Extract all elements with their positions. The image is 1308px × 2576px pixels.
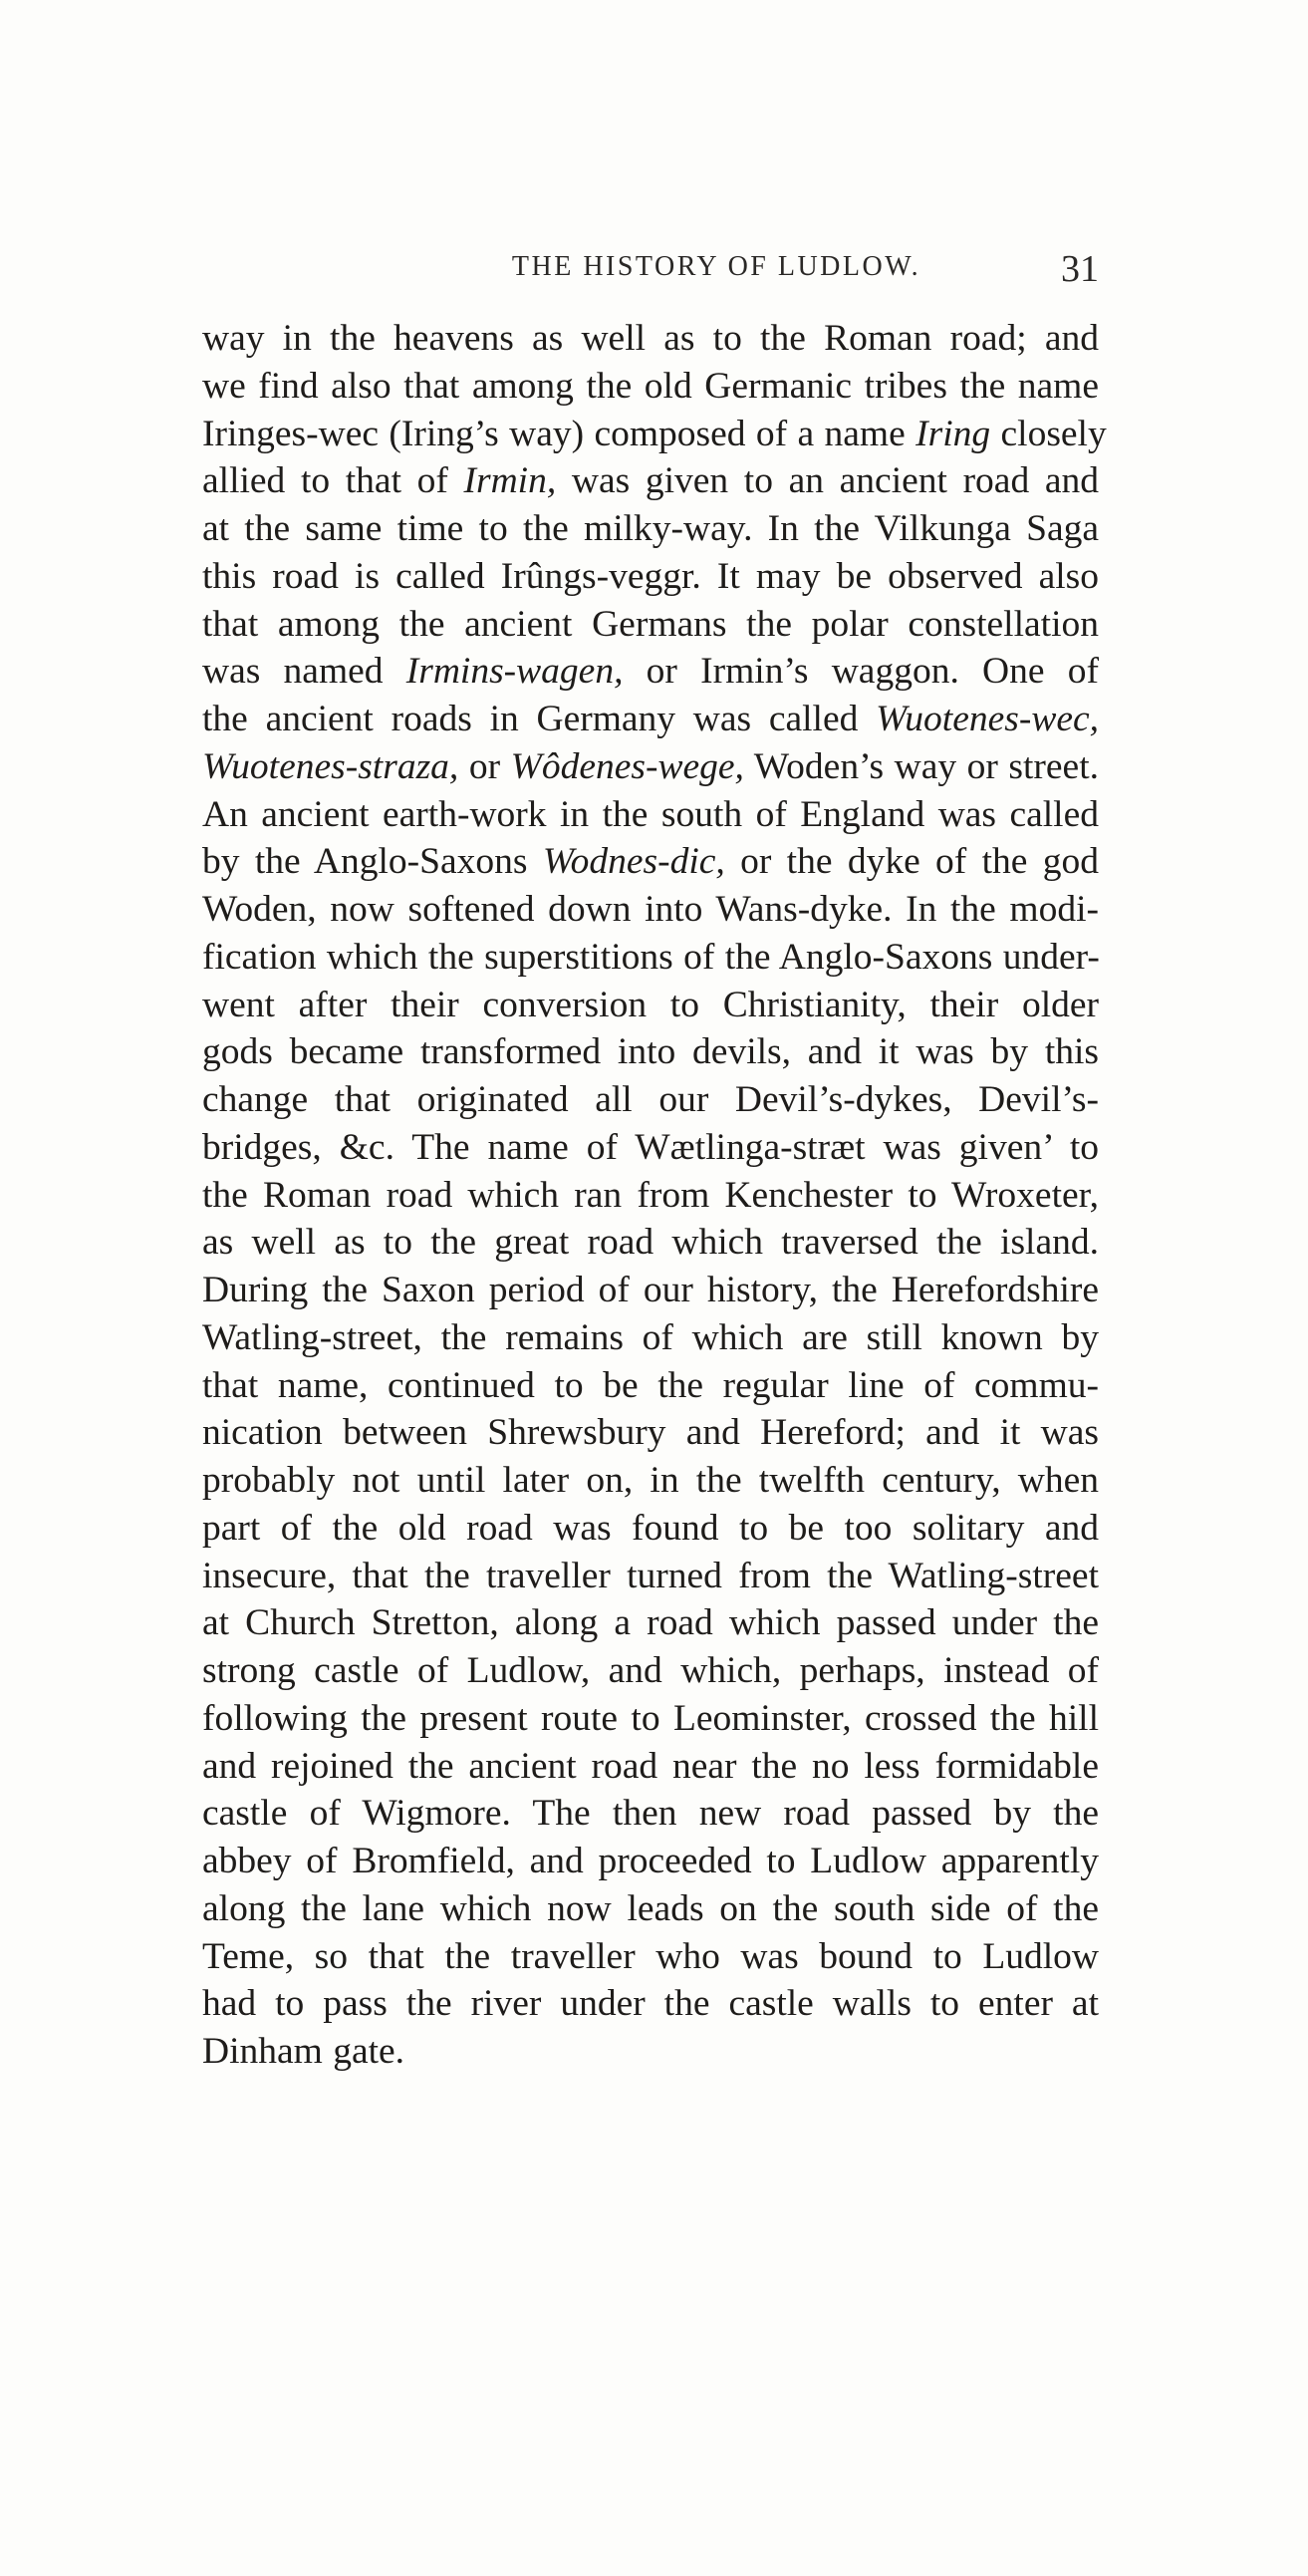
- italic-text: Wodnes-dic,: [542, 841, 725, 883]
- text-span: Watling-street, the remains of which are still known by: [202, 1316, 1099, 1358]
- text-span: Woden’s way or street.: [743, 745, 1099, 787]
- text-span: along the lane which now leads on the south side of the: [202, 1887, 1099, 1929]
- text-span: probably not until later on, in the twelfth century, when: [202, 1460, 1099, 1501]
- text-line: [202, 363, 1099, 411]
- text-line: [202, 791, 1099, 839]
- page-number: 31: [1061, 248, 1099, 290]
- text-span: was named: [202, 651, 406, 693]
- text-line: [202, 1790, 1099, 1838]
- text-span: or: [458, 745, 511, 787]
- text-span: nication between Shrewsbury and Hereford; and it was: [202, 1412, 1099, 1454]
- text-line: [202, 1933, 1099, 1981]
- text-line: [202, 411, 1107, 458]
- text-line: [202, 1409, 1099, 1457]
- text-line: [202, 505, 1099, 553]
- text-span: During the Saxon period of our history, the Herefordshire: [202, 1270, 1099, 1310]
- text-line: [202, 1695, 1099, 1743]
- text-line: [202, 1314, 1099, 1362]
- text-line: [202, 1885, 1099, 1933]
- italic-text: Wuotenes-wec,: [876, 699, 1099, 739]
- text-span: that name, continued to be the regular line of commu-: [202, 1364, 1099, 1406]
- text-line: [202, 1647, 1099, 1695]
- text-line: [202, 601, 1099, 649]
- text-line: [202, 553, 1099, 601]
- text-line: [202, 696, 1099, 743]
- text-line: [202, 1172, 1099, 1220]
- text-span: we find also that among the old Germanic tribes the name: [202, 365, 1099, 407]
- text-span: the ancient roads in Germany was called: [202, 699, 877, 739]
- text-span: Dinham gate.: [202, 2031, 405, 2072]
- text-span: as well as to the great road which traversed the island.: [202, 1222, 1099, 1264]
- text-span: at Church Stretton, along a road which passed under the: [202, 1602, 1099, 1644]
- text-span: strong castle of Ludlow, and which, perhaps, instead of: [202, 1650, 1099, 1691]
- text-span: castle of Wigmore. The then new road passed by the: [202, 1793, 1099, 1835]
- text-span: An ancient earth-work in the south of England was called: [202, 793, 1099, 835]
- text-line: [202, 2028, 1099, 2076]
- text-line: [202, 1076, 1099, 1124]
- text-line: [202, 982, 1099, 1029]
- text-span: was given to an ancient road and: [556, 460, 1099, 502]
- text-span: insecure, that the traveller turned from the Watling-street: [202, 1555, 1099, 1596]
- text-line: [202, 1028, 1099, 1076]
- running-title: THE HISTORY OF LUDLOW.: [511, 251, 921, 282]
- text-span: gods became transformed into devils, and it was by this: [202, 1031, 1099, 1073]
- text-line: [202, 1219, 1099, 1267]
- text-span: by the Anglo-Saxons: [202, 841, 543, 883]
- text-line: [202, 1362, 1099, 1410]
- text-span: abbey of Bromfield, and proceeded to Ludlow apparently: [202, 1841, 1099, 1881]
- text-line: [202, 838, 1099, 886]
- text-span: the Roman road which ran from Kenchester to Wroxeter,: [202, 1174, 1099, 1216]
- text-span: that among the ancient Germans the polar constellation: [202, 603, 1099, 645]
- body-text: [202, 315, 1107, 2076]
- text-span: Iringes-wec (Iring’s way) composed of a name: [202, 413, 916, 454]
- text-line: [202, 934, 1099, 982]
- text-span: at the same time to the milky-way. In the Vilkunga Saga: [202, 508, 1099, 549]
- text-line: [202, 1553, 1099, 1600]
- text-line: [202, 1124, 1099, 1172]
- text-span: part of the old road was found to be too solitary and: [202, 1507, 1099, 1549]
- text-line: [202, 743, 1099, 791]
- text-line: [202, 648, 1099, 696]
- text-line: [202, 1838, 1099, 1885]
- text-span: Woden, now softened down into Wans-dyke. In the modi-: [202, 889, 1099, 930]
- text-line: [202, 1457, 1099, 1505]
- text-span: or the dyke of the god: [724, 841, 1099, 883]
- italic-text: Irmins-wagen,: [405, 651, 624, 693]
- text-span: or Irmin’s waggon. One of: [623, 651, 1099, 693]
- italic-text: Wuotenes-straza,: [202, 745, 459, 787]
- text-span: and rejoined the ancient road near the no less formidable: [202, 1745, 1099, 1787]
- text-span: went after their conversion to Christianity, their older: [202, 984, 1099, 1025]
- text-line: [202, 1980, 1099, 2028]
- text-span: closely: [990, 413, 1107, 454]
- text-span: this road is called Irûngs-veggr. It may be observed also: [202, 555, 1099, 597]
- text-line: [202, 457, 1099, 505]
- text-line: [202, 886, 1099, 934]
- text-line: [202, 1267, 1099, 1314]
- text-span: had to pass the river under the castle walls to enter at: [202, 1983, 1099, 2025]
- text-line: [202, 1743, 1099, 1791]
- text-span: allied to that of: [202, 460, 464, 502]
- text-line: [202, 1505, 1099, 1553]
- text-line: [202, 1599, 1099, 1647]
- page-header: [334, 247, 1099, 297]
- italic-text: Iring: [916, 413, 991, 454]
- text-span: fication which the superstitions of the Anglo-Saxons under-: [202, 936, 1100, 978]
- text-span: bridges, &c. The name of Wætlinga-stræt was given’ to: [202, 1126, 1099, 1168]
- text-span: Teme, so that the traveller who was bound to Ludlow: [202, 1935, 1099, 1977]
- text-span: change that originated all our Devil’s-dykes, Devil’s-: [202, 1079, 1099, 1120]
- text-span: way in the heavens as well as to the Roman road; and: [202, 318, 1099, 359]
- text-line: [202, 315, 1099, 363]
- text-span: following the present route to Leominster, crossed the hill: [202, 1697, 1099, 1739]
- italic-text: Irmin,: [463, 460, 557, 502]
- italic-text: Wôdenes-wege,: [510, 745, 744, 787]
